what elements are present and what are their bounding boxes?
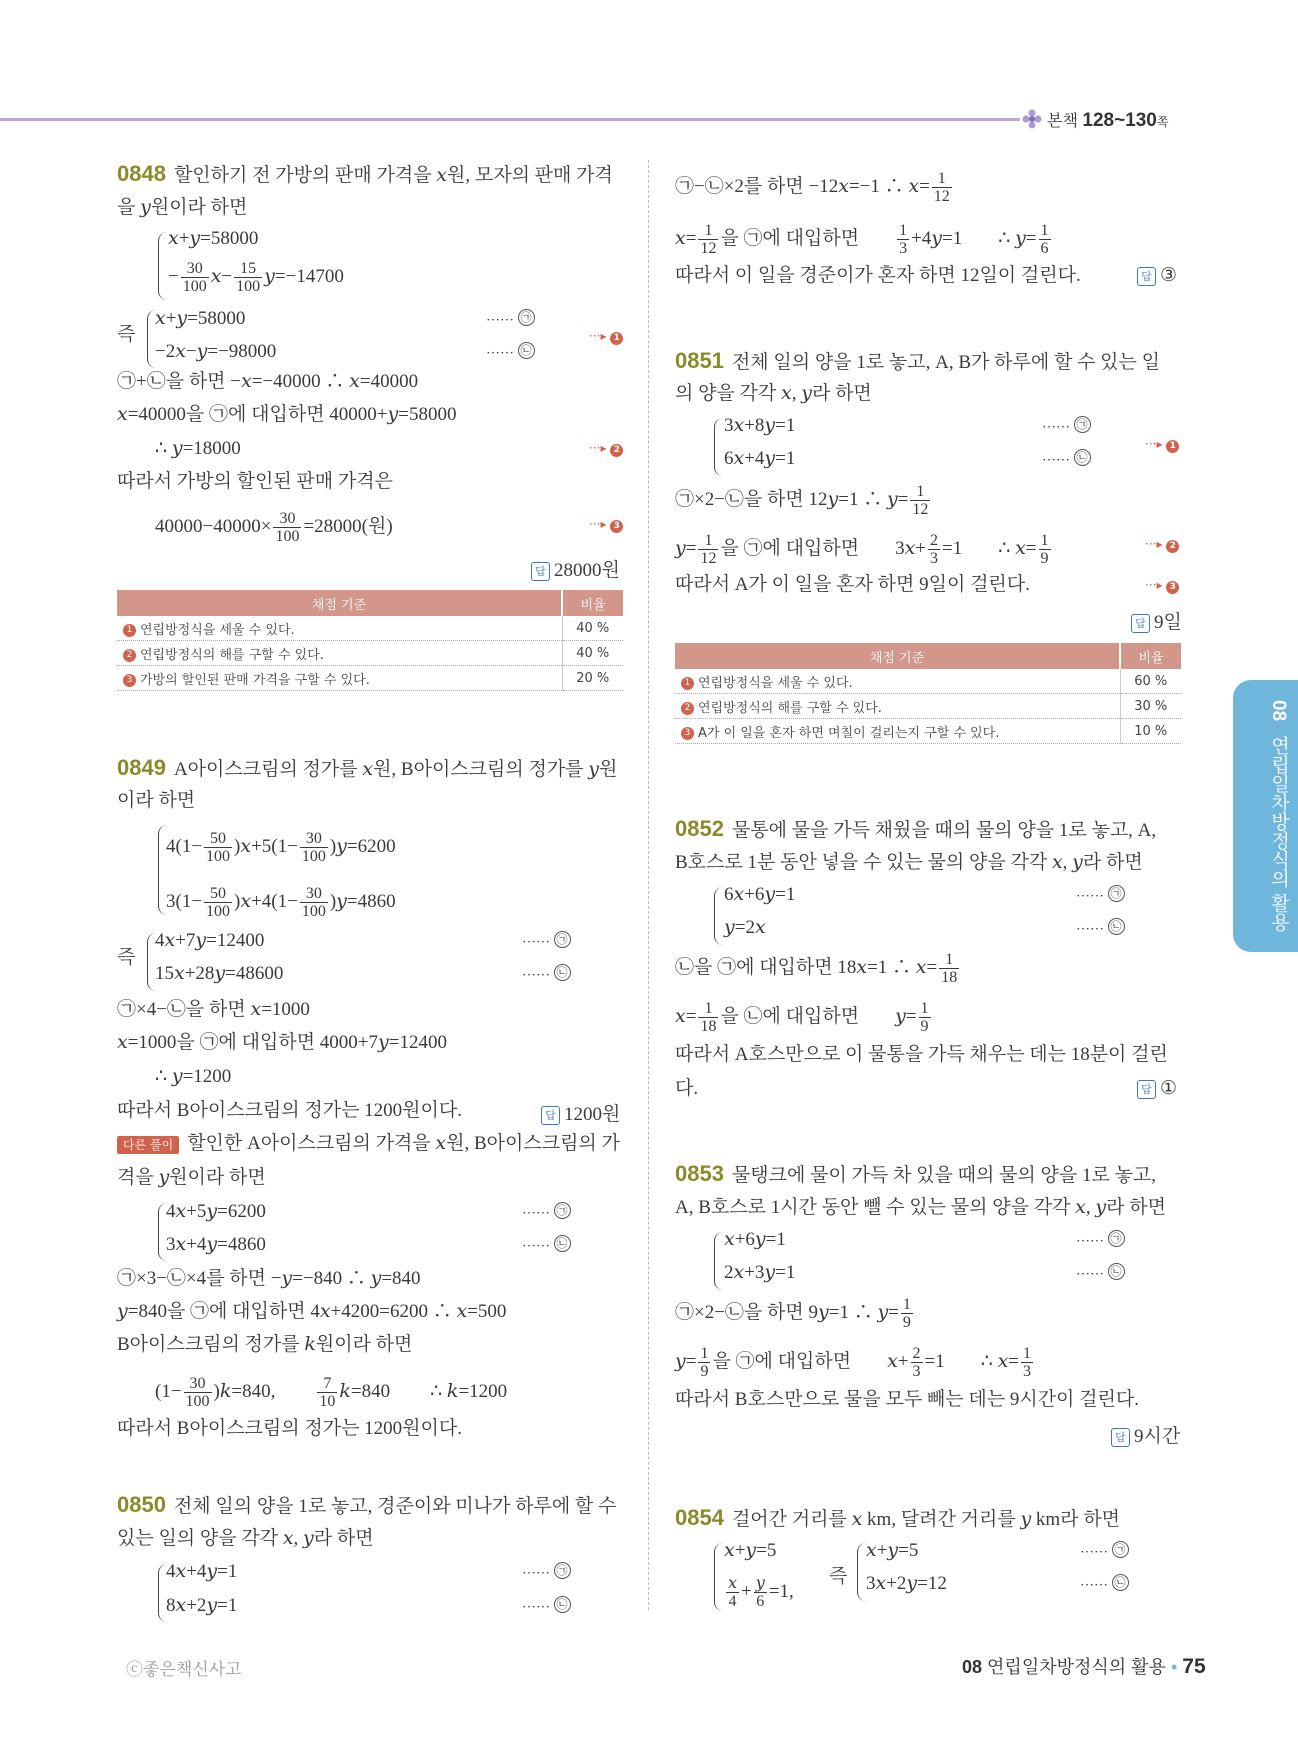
solution-line: B아이스크림의 정가를 𝑘원이라 하면: [117, 1334, 413, 1355]
solution-line: 𝑦= $\frac{1}{9}$ 을 ㉠에 대입하면 𝑥+ $\frac{2}{3}$ =1 ∴ 𝑥= $\frac{1}{3}$: [675, 1345, 1032, 1380]
problem-0848-head: [117, 162, 613, 188]
answer: 답 9시간: [1111, 1421, 1180, 1448]
step-marker-3: ···▸ 3: [1145, 578, 1179, 594]
grading-table-0848: 채점 기준 비율 1 연립방정식을 세울 수 있다. 40 % 2 연립방정식의 해를 구할 수 있다. 40 % 3 가방의 할인된 판매 가격을 구할 수 있다. 20 %: [117, 590, 623, 691]
problem-0849-head: 0849 A아이스크림의 정가를 𝑥원, B아이스크림의 정가를 𝑦원: [117, 755, 618, 780]
column-divider: [648, 160, 649, 1610]
solution-line: ㉠×4−㉡을 하면 𝑥=1000: [117, 999, 310, 1020]
solution-line: 따라서 B아이스크림의 정가는 1200원이다.: [117, 1418, 462, 1439]
problem-number: 0848: [117, 161, 166, 186]
step-marker-2: ···▸ 2: [589, 441, 623, 457]
solution-line: 따라서 A호스만으로 이 물통을 가득 채우는 데는 18분이 걸린: [675, 1044, 1168, 1065]
equation: 𝑥+6𝑦=1: [724, 1229, 786, 1250]
solution-line: 𝑦= $\frac{1}{12}$ 을 ㉠에 대입하면 3𝑥+ $\frac{2}{3}$ =1 ∴ 𝑥= $\frac{1}{9}$: [675, 532, 1049, 567]
eq-marker: …… ㉠: [1076, 885, 1125, 902]
solution-line: 𝑥= $\frac{1}{12}$ 을 ㉠에 대입하면 $\frac{1}{3}$ +4𝑦=1 ∴ 𝑦= $\frac{1}{6}$: [675, 222, 1049, 257]
solution-line: 40000−40000× $\frac{30}{100}$ =28000(원): [155, 510, 393, 545]
equation: 𝑥+𝑦=5: [866, 1540, 919, 1561]
eq-marker: …… ㉠: [1042, 416, 1091, 433]
equation-brace: [714, 418, 723, 476]
solution-line: 따라서 가방의 할인된 판매 가격은: [117, 471, 393, 492]
equation: 6𝑥+4𝑦=1: [724, 448, 796, 469]
table-row: 1 연립방정식을 세울 수 있다. 60 %: [675, 669, 1181, 694]
equation-brace: [714, 887, 723, 945]
table-row: 2 연립방정식의 해를 구할 수 있다. 40 %: [117, 641, 623, 666]
solution-line: (1− $\frac{30}{100}$ )𝑘=840, $\frac{7}{10}$ 𝑘=840 ∴ 𝑘=1200: [155, 1375, 508, 1410]
problem-text-cont: 을 𝑦원이라 하면: [117, 197, 248, 218]
side-tab-label: [1265, 700, 1292, 932]
solution-line: ㉡을 ㉠에 대입하면 18𝑥=1 ∴ 𝑥= $\frac{1}{18}$: [675, 951, 958, 986]
step-marker-2: ···▸ 2: [1145, 537, 1179, 553]
equation: 4𝑥+7𝑦=12400: [155, 930, 265, 951]
fraction: $\frac{15}{100}$: [236, 260, 261, 295]
problem-text-cont: 격을 𝑦원이라 하면: [117, 1167, 266, 1188]
problem-0853-head: 0853 물탱크에 물이 가득 차 있을 때의 물의 양을 1로 놓고,: [675, 1161, 1157, 1186]
equation: − $\frac{30}{100}$ 𝑥− $\frac{15}{100}$ 𝑦=−14700: [168, 260, 344, 295]
solution-line: 다.: [675, 1078, 699, 1099]
equation: 4(1− $\frac{50}{100}$ )𝑥+5(1− $\frac{30}{100}$ )𝑦=6200: [166, 830, 396, 865]
equation-brace: [714, 1232, 723, 1290]
problem-0850-head: 0850 전체 일의 양을 1로 놓고, 경준이와 미나가 하루에 할 수: [117, 1492, 617, 1517]
problem-0854-head: 0854 걸어간 거리를 𝑥 km, 달려간 거리를 𝑦 km라 하면: [675, 1505, 1121, 1530]
step-marker-1: ···▸ 1: [589, 329, 623, 345]
equation: $\frac{\text{𝑥}}{4}$ + $\frac{\text{𝑦}}{6}$ =1,: [728, 1575, 794, 1610]
publisher-credit: ⓒ좋은책신사고: [126, 1660, 242, 1679]
solution-line: ∴ 𝑦=1200: [155, 1066, 232, 1087]
equation: 𝑥+𝑦=58000: [168, 228, 259, 249]
solution-line: 따라서 B호스만으로 물을 모두 빼는 데는 9시간이 걸린다.: [675, 1389, 1139, 1410]
page-reference: [1047, 108, 1168, 132]
alt-solution-head: 다른 풀이 할인한 A아이스크림의 가격을 𝑥원, B아이스크림의 가: [117, 1132, 620, 1157]
eq-marker: …… ㉡: [522, 964, 571, 981]
ref-label: 본책: [1047, 113, 1078, 130]
footer-chapter-num: 08: [962, 1657, 983, 1677]
footer-chapter-title: 연립일차방정식의 활용: [987, 1657, 1166, 1677]
solution-line: 𝑥=40000을 ㉠에 대입하면 40000+𝑦=58000: [117, 404, 457, 425]
eq-marker: …… ㉡: [522, 1596, 571, 1613]
equation-brace: [714, 1543, 723, 1611]
equation: 3𝑥+4𝑦=4860: [166, 1234, 266, 1255]
equation: 3𝑥+8𝑦=1: [724, 415, 796, 436]
problem-0851-head: 0851 전체 일의 양을 1로 놓고, A, B가 하루에 할 수 있는 일: [675, 348, 1160, 373]
eq-marker: …… ㉡: [486, 342, 535, 359]
fraction: $\frac{30}{100}$: [275, 510, 300, 545]
problem-text-cont: 의 양을 각각 𝑥, 𝑦라 하면: [675, 383, 872, 404]
solution-line: ㉠×2−㉡을 하면 9𝑦=1 ∴ 𝑦= $\frac{1}{9}$: [675, 1296, 911, 1331]
jeuk-label: 즉: [117, 947, 136, 968]
solution-line: 따라서 A가 이 일을 혼자 하면 9일이 걸린다.: [675, 574, 1030, 595]
solution-line: ㉠×2−㉡을 하면 12𝑦=1 ∴ 𝑦= $\frac{1}{12}$: [675, 483, 929, 518]
solution-line: 따라서 B아이스크림의 정가는 1200원이다.: [117, 1100, 462, 1121]
answer: 답 ①: [1137, 1077, 1177, 1100]
problem-text-cont: B호스로 1분 동안 넣을 수 있는 물의 양을 각각 𝑥, 𝑦라 하면: [675, 852, 1143, 873]
side-tab-title: 연립일차방정식의 활용: [1268, 736, 1289, 932]
eq-marker: …… ㉡: [1076, 1263, 1125, 1280]
equation: 𝑥+𝑦=58000: [155, 308, 246, 329]
solution-line: 𝑦=840을 ㉠에 대입하면 4𝑥+4200=6200 ∴ 𝑥=500: [117, 1301, 507, 1322]
solution-line: 따라서 이 일을 경준이가 혼자 하면 12일이 걸린다.: [675, 265, 1081, 286]
grading-table-0851: 채점 기준 비율 1 연립방정식을 세울 수 있다. 60 % 2 연립방정식의 해를 구할 수 있다. 30 % 3 A가 이 일을 혼자 하면 며칠이 걸리는지 구할 수 있다. 10 %: [675, 643, 1181, 744]
equation: 𝑥+𝑦=5: [724, 1540, 777, 1561]
answer: 답 9일: [1131, 607, 1182, 634]
jeuk-label: 즉: [117, 324, 136, 345]
table-row: 1 연립방정식을 세울 수 있다. 40 %: [117, 616, 623, 641]
solution-line: 𝑥=1000을 ㉠에 대입하면 4000+7𝑦=12400: [117, 1032, 447, 1053]
answer: 답 1200원: [541, 1099, 620, 1126]
table-row: 3 A가 이 일을 혼자 하면 며칠이 걸리는지 구할 수 있다. 10 %: [675, 719, 1181, 744]
footer-bullet: •: [1170, 1657, 1178, 1677]
equation: 4𝑥+5𝑦=6200: [166, 1201, 266, 1222]
equation-brace: [857, 1543, 866, 1601]
equation: 2𝑥+3𝑦=1: [724, 1262, 796, 1283]
problem-text-cont: 이라 하면: [117, 790, 196, 811]
answer-icon: 답: [531, 562, 550, 581]
eq-marker: …… ㉠: [1080, 1541, 1129, 1558]
table-row: 3 가방의 할인된 판매 가격을 구할 수 있다. 20 %: [117, 666, 623, 691]
page-number: 75: [1182, 1655, 1206, 1678]
answer: 답 28000원: [531, 555, 620, 582]
problem-text-cont: A, B호스로 1시간 동안 뺄 수 있는 물의 양을 각각 𝑥, 𝑦라 하면: [675, 1197, 1166, 1218]
eq-marker: …… ㉠: [1076, 1230, 1125, 1247]
ref-suffix: 쪽: [1156, 115, 1169, 129]
solution-line: ㉠+㉡을 하면 −𝑥=−40000 ∴ 𝑥=40000: [117, 371, 419, 392]
eq-marker: …… ㉠: [522, 1202, 571, 1219]
eq-marker: …… ㉡: [1076, 918, 1125, 935]
eq-marker: …… ㉡: [1080, 1574, 1129, 1591]
eq-marker: …… ㉠: [522, 1562, 571, 1579]
alt-solution-badge: 다른 풀이: [117, 1136, 179, 1154]
equation: 𝑦=2𝑥: [724, 917, 766, 938]
solution-line: 𝑥= $\frac{1}{18}$ 을 ㉡에 대입하면 𝑦= $\frac{1}{9}$: [675, 1000, 929, 1035]
problem-0852-head: 0852 물통에 물을 가득 채웠을 때의 물의 양을 1로 놓고, A,: [675, 816, 1157, 841]
equation: 6𝑥+6𝑦=1: [724, 884, 796, 905]
step-marker-1: ···▸ 1: [1145, 437, 1179, 453]
solution-line: ㉠×3−㉡×4를 하면 −𝑦=−840 ∴ 𝑦=840: [117, 1268, 421, 1289]
problem-text-cont: 있는 일의 양을 각각 𝑥, 𝑦라 하면: [117, 1528, 374, 1549]
jeuk-label: 즉: [829, 1566, 848, 1587]
answer: 답 ③: [1137, 264, 1177, 287]
header-rule: [0, 118, 1020, 121]
equation-brace: [158, 232, 167, 300]
equation: −2𝑥−𝑦=−98000: [155, 341, 277, 362]
equation: 3(1− $\frac{50}{100}$ )𝑥+4(1− $\frac{30}{100}$ )𝑦=4860: [166, 885, 396, 920]
fraction: $\frac{30}{100}$: [182, 260, 207, 295]
step-marker-3: ···▸ 3: [589, 517, 623, 533]
eq-marker: …… ㉡: [522, 1235, 571, 1252]
equation: 3𝑥+2𝑦=12: [866, 1573, 947, 1594]
flower-icon: [1022, 109, 1042, 129]
eq-marker: …… ㉠: [486, 309, 535, 326]
footer-chapter: [962, 1653, 1206, 1679]
equation: 15𝑥+28𝑦=48600: [155, 963, 284, 984]
side-tab-chapter: 08: [1268, 700, 1289, 722]
solution-line: ㉠−㉡×2를 하면 −12𝑥=−1 ∴ 𝑥= $\frac{1}{12}$: [675, 170, 950, 205]
equation: 8𝑥+2𝑦=1: [166, 1595, 238, 1616]
ref-pages: 128~130: [1082, 110, 1157, 131]
eq-marker: …… ㉡: [1042, 449, 1091, 466]
solution-line: ∴ 𝑦=18000: [155, 438, 241, 459]
eq-marker: …… ㉠: [522, 931, 571, 948]
problem-text: 할인하기 전 가방의 판매 가격을 𝑥원, 모자의 판매 가격: [173, 165, 613, 186]
equation: 4𝑥+4𝑦=1: [166, 1561, 238, 1582]
table-row: 2 연립방정식의 해를 구할 수 있다. 30 %: [675, 694, 1181, 719]
